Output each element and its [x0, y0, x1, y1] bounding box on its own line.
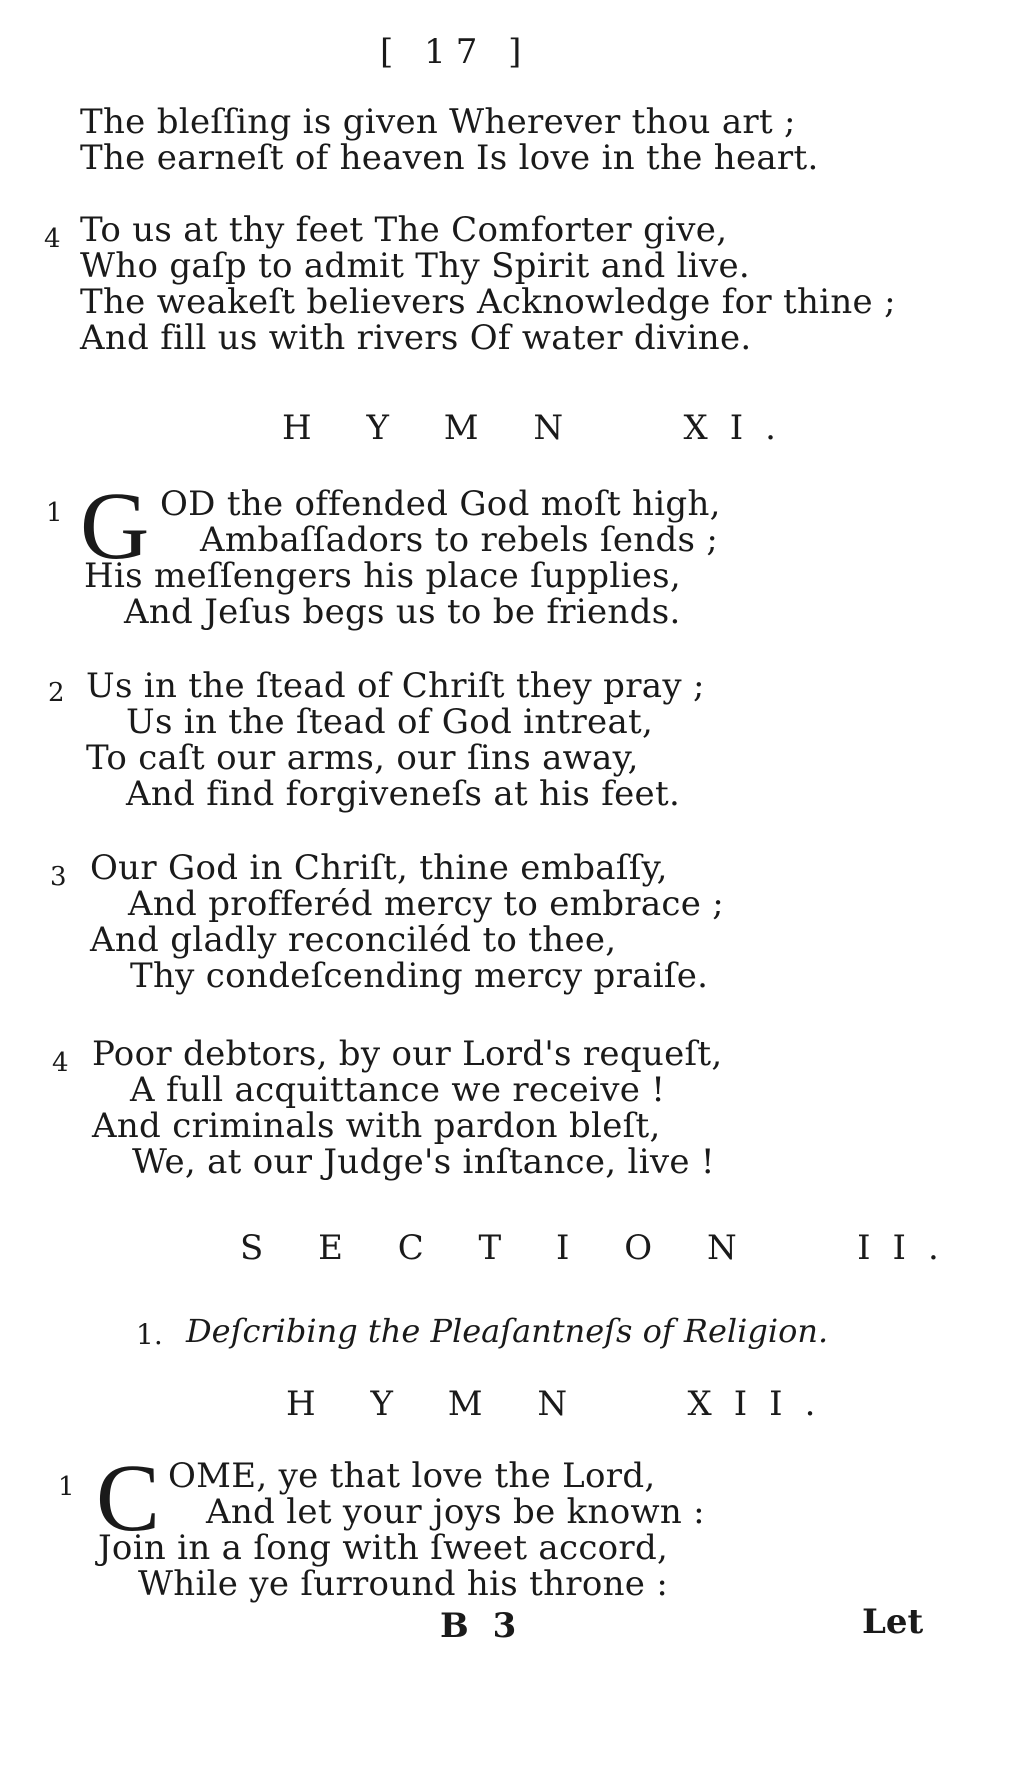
hymn-title: H Y M N XII.: [286, 1384, 838, 1424]
verse-line: And let your joys be known :: [206, 1492, 705, 1532]
verse-line: OME, ye that love the Lord,: [168, 1456, 656, 1496]
signature-mark: B 3: [440, 1606, 523, 1646]
page-number: [ 17 ]: [380, 32, 532, 72]
verse-line: Ambaſſadors to rebels ſends ;: [200, 520, 719, 560]
verse-line: To us at thy feet The Comforter give,: [80, 210, 728, 250]
verse-line: And Jeſus begs us to be friends.: [124, 592, 681, 632]
stanza-number: 4: [52, 1048, 69, 1078]
section-subtitle-number: 1.: [136, 1318, 163, 1351]
section-title: S E C T I O N II.: [240, 1228, 961, 1268]
catchword: Let: [862, 1602, 924, 1642]
verse-line: While ye ſurround his throne :: [138, 1564, 669, 1604]
verse-line: A full acquittance we receive !: [130, 1070, 666, 1110]
verse-line: And fill us with rivers Of water divine.: [80, 318, 752, 358]
verse-line: OD the offended God moſt high,: [160, 484, 721, 524]
stanza-number: 4: [44, 224, 61, 254]
drop-cap: C: [96, 1444, 161, 1551]
continuation-line: The bleſſing is given Wherever thou art ;: [80, 102, 796, 142]
verse-line: We, at our Judge's inſtance, live !: [132, 1142, 715, 1182]
verse-line: The weakeſt believers Acknowledge for thine ;: [80, 282, 896, 322]
verse-line: His meſſengers his place ſupplies,: [84, 556, 681, 596]
verse-line: And criminals with pardon bleſt,: [92, 1106, 661, 1146]
verse-line: And gladly reconciléd to thee,: [90, 920, 617, 960]
verse-line: Poor debtors, by our Lord's requeſt,: [92, 1034, 723, 1074]
verse-line: And profferéd mercy to embrace ;: [128, 884, 725, 924]
continuation-line: The earneſt of heaven Is love in the heart.: [80, 138, 819, 178]
verse-line: And find forgiveneſs at his feet.: [126, 774, 681, 814]
verse-line: Who gaſp to admit Thy Spirit and live.: [80, 246, 751, 286]
verse-line: Our God in Chriſt, thine embaſſy,: [90, 848, 668, 888]
verse-line: Us in the ſtead of God intreat,: [126, 702, 654, 742]
hymn-title: H Y M N XI.: [282, 408, 798, 448]
verse-line: Us in the ſtead of Chriſt they pray ;: [86, 666, 705, 706]
drop-cap: G: [80, 472, 150, 579]
stanza-number: 1: [58, 1472, 75, 1502]
verse-line: To caſt our arms, our ſins away,: [86, 738, 639, 778]
section-subtitle: Deſcribing the Pleaſantneſs of Religion.: [186, 1312, 829, 1350]
verse-line: Thy condeſcending mercy praiſe.: [130, 956, 709, 996]
stanza-number: 3: [50, 862, 67, 892]
verse-line: Join in a ſong with ſweet accord,: [98, 1528, 669, 1568]
stanza-number: 1: [46, 498, 63, 528]
stanza-number: 2: [48, 678, 65, 708]
